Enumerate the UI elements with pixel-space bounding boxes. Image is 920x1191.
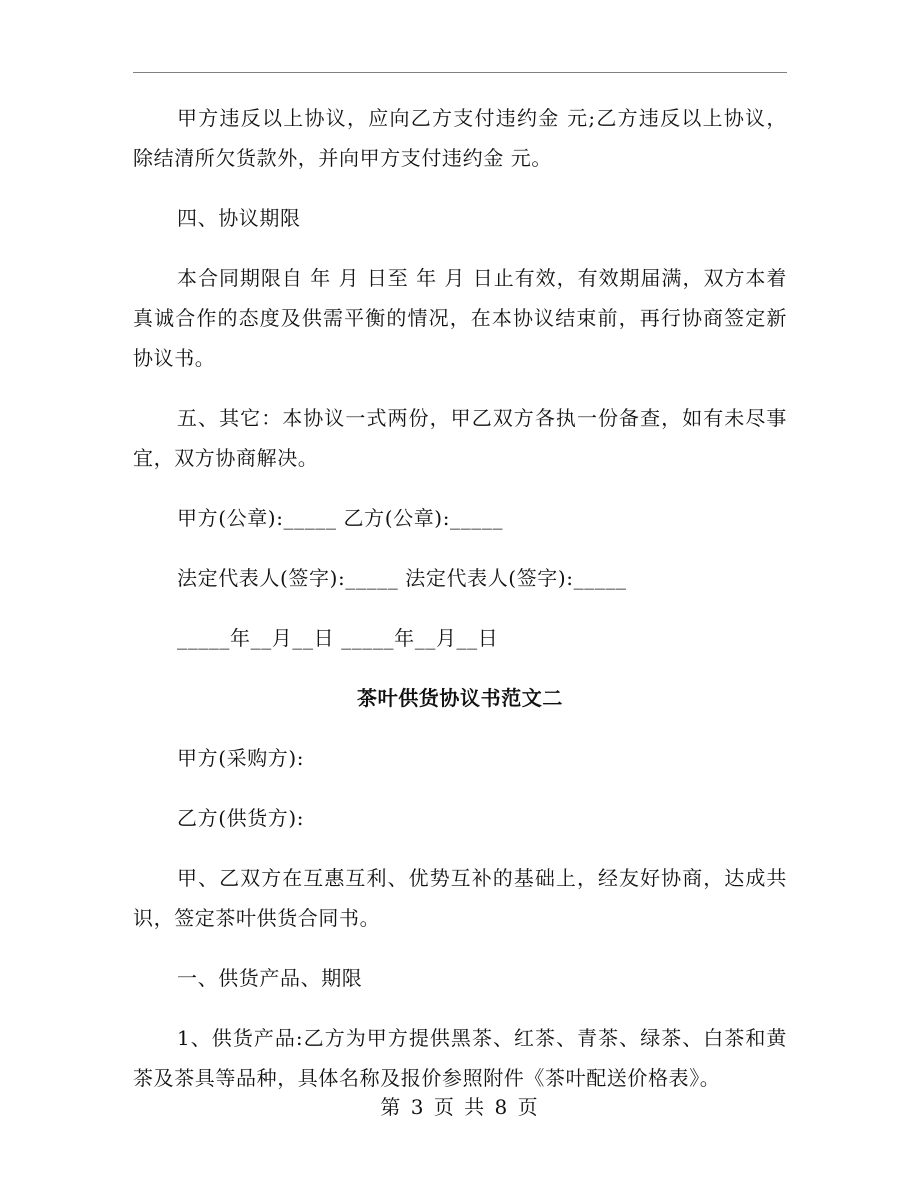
paragraph-section-one: 一、供货产品、期限	[177, 966, 363, 990]
section-title: 茶叶供货协议书范文二	[357, 686, 563, 710]
paragraph-section-four: 四、协议期限	[177, 206, 301, 230]
paragraph-products: 1、供货产品:乙方为甲方提供黑茶、红茶、青茶、绿茶、白茶和黄茶及茶具等品种，具体名称及报价参照附件《茶叶配送价格表》。	[133, 1026, 787, 1090]
paragraph-penalty: 甲方违反以上协议，应向乙方支付违约金 元;乙方违反以上协议，除结清所欠货款外，并向甲方支付违约金 元。	[133, 106, 787, 170]
paragraph-preamble: 甲、乙双方在互惠互利、优势互补的基础上，经友好协商，达成共识，签定茶叶供货合同书。	[133, 866, 787, 930]
paragraph-party-a: 甲方(采购方):	[177, 746, 305, 770]
paragraph-signatures: 法定代表人(签字):_____ 法定代表人(签字):_____	[177, 566, 627, 590]
paragraph-dates: _____年__月__日 _____年__月__日	[177, 626, 499, 650]
page-footer: 第 3 页 共 8 页	[380, 1095, 540, 1119]
paragraph-party-b: 乙方(供货方):	[177, 806, 305, 830]
paragraph-term: 本合同期限自 年 月 日至 年 月 日止有效，有效期届满，双方本着真诚合作的态度及供需平衡的情况，在本协议结束前，再行协商签定新协议书。	[133, 266, 787, 370]
body-text	[133, 98, 787, 1098]
paragraph-seals: 甲方(公章):_____ 乙方(公章):_____	[177, 506, 504, 530]
paragraph-section-five: 五、其它：本协议一式两份，甲乙双方各执一份备查，如有未尽事宜，双方协商解决。	[133, 406, 787, 470]
header-rule	[133, 72, 787, 73]
